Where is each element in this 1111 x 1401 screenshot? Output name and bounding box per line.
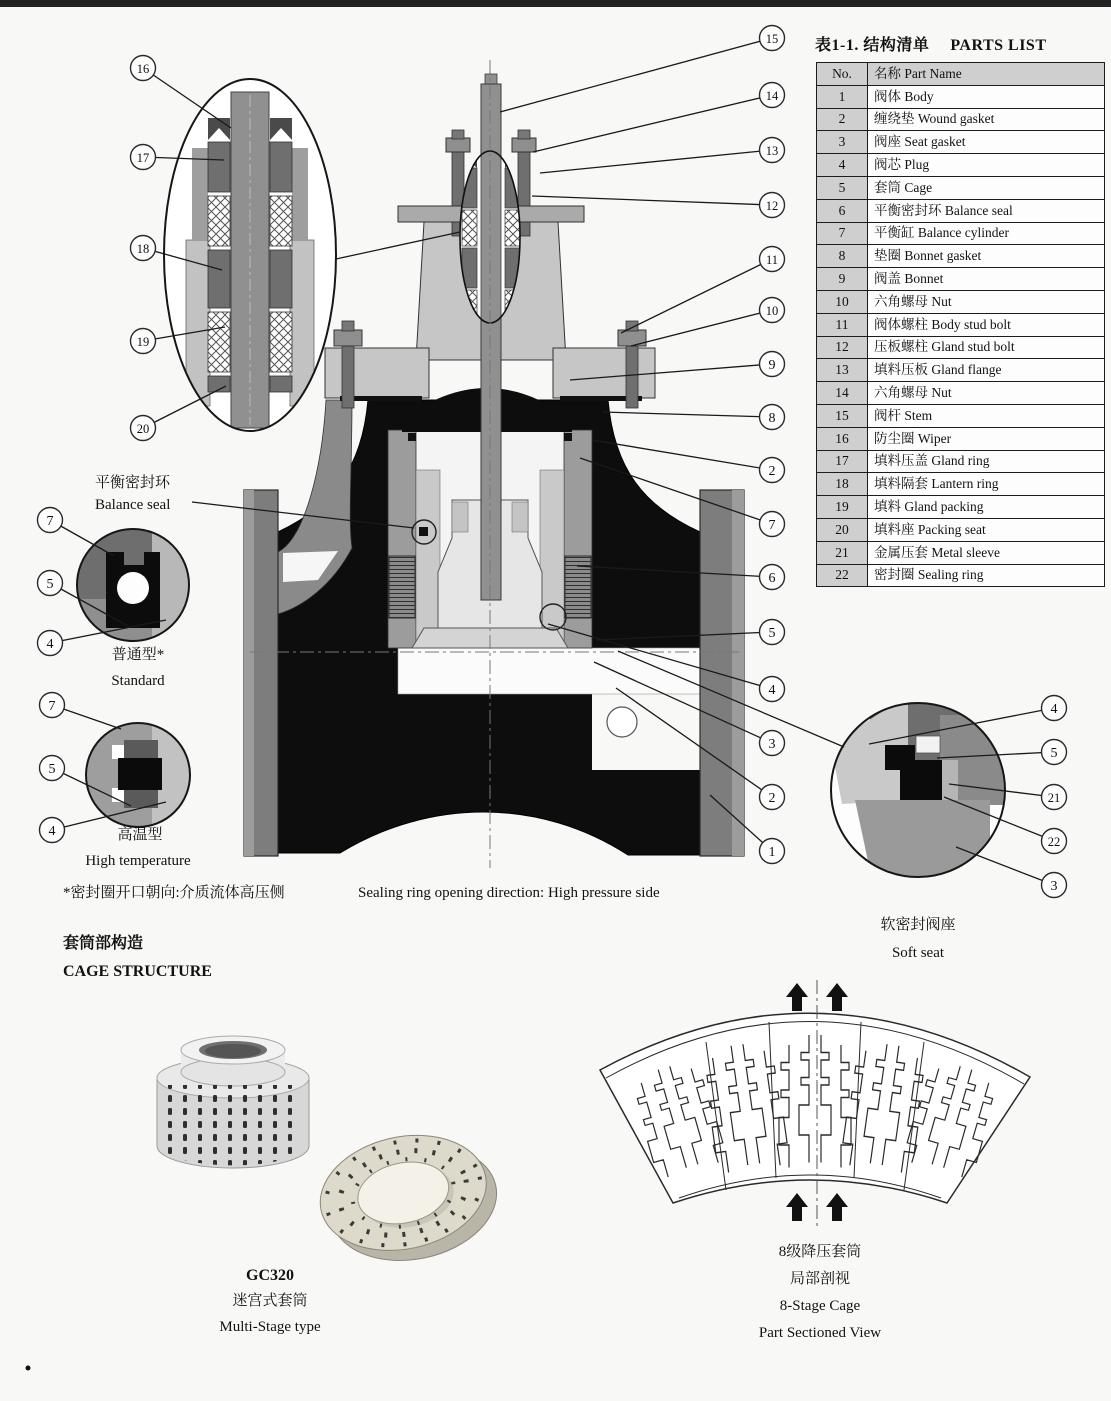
multistage-cage-3d: [157, 1036, 309, 1168]
part-no: 20: [817, 518, 868, 541]
parts-row: [817, 473, 1105, 496]
part-no: 12: [817, 336, 868, 359]
callout-6: [760, 565, 785, 590]
parts-row: [817, 427, 1105, 450]
callout-2: [760, 458, 785, 483]
part-name: 平衡缸 Balance cylinder: [868, 222, 1105, 245]
parts-row: [817, 450, 1105, 473]
soft-seat-detail: [831, 700, 1010, 880]
callout-16: [131, 56, 156, 81]
part-no: 15: [817, 404, 868, 427]
svg-text:6: 6: [768, 570, 776, 586]
soft-seat-label-zh: 软密封阀座: [880, 917, 956, 933]
part-name: 六角螺母 Nut: [868, 290, 1105, 313]
part-no: 6: [817, 199, 868, 222]
part-name: 阀盖 Bonnet: [868, 268, 1105, 291]
eight-stage-label-en1: 8-Stage Cage: [779, 1298, 861, 1314]
part-name: 阀杆 Stem: [868, 404, 1105, 427]
callout-1: [760, 839, 785, 864]
part-name: 套筒 Cage: [868, 176, 1105, 199]
part-name: 防尘圈 Wiper: [868, 427, 1105, 450]
parts-row: [817, 313, 1105, 336]
part-name: 压板螺柱 Gland stud bolt: [868, 336, 1105, 359]
parts-row: [817, 290, 1105, 313]
svg-text:21: 21: [1047, 790, 1061, 805]
leader-line: [956, 847, 1054, 885]
outlet-flange: [700, 490, 744, 856]
eight-stage-sector: [600, 980, 1030, 1228]
svg-text:5: 5: [46, 576, 54, 592]
part-no: No.: [817, 63, 868, 86]
svg-text:8: 8: [768, 410, 776, 426]
svg-text:20: 20: [136, 421, 150, 436]
svg-text:14: 14: [765, 88, 779, 103]
part-no: 16: [817, 427, 868, 450]
labyrinth-ring-3d: [309, 1119, 507, 1277]
multistage-label-zh: 迷宫式套筒: [232, 1293, 308, 1309]
callout-12: [760, 193, 785, 218]
parts-list-table-wrap: [816, 62, 1105, 587]
part-no: 9: [817, 268, 868, 291]
part-name: 填料座 Packing seat: [868, 518, 1105, 541]
part-name: 阀芯 Plug: [868, 154, 1105, 177]
svg-text:5: 5: [768, 625, 776, 641]
svg-text:7: 7: [48, 698, 56, 714]
svg-text:15: 15: [765, 31, 779, 46]
svg-text:19: 19: [136, 334, 150, 349]
balance-seal-label-zh: 平衡密封环: [95, 475, 171, 491]
part-name: 垫圈 Bonnet gasket: [868, 245, 1105, 268]
callout-9: [760, 352, 785, 377]
callout-5: [1042, 740, 1067, 765]
leader-line: [602, 412, 772, 417]
part-no: 19: [817, 496, 868, 519]
parts-list-title: 表1-1. 结构清单 PARTS LIST: [815, 37, 1047, 54]
parts-row: [817, 108, 1105, 131]
leader-line: [621, 259, 772, 333]
svg-text:4: 4: [46, 636, 54, 652]
multistage-label-en: Multi-Stage type: [219, 1319, 321, 1335]
parts-row: [817, 359, 1105, 382]
svg-text:3: 3: [768, 736, 776, 752]
part-name: 六角螺母 Nut: [868, 382, 1105, 405]
seal-note-zh: *密封圈开口朝向:介质流体高压侧: [63, 885, 285, 901]
callout-4: [760, 677, 785, 702]
part-no: 1: [817, 85, 868, 108]
balance-seal-label-en: Balance seal: [95, 497, 171, 513]
eight-stage-label-zh1: 8级降压套筒: [778, 1244, 862, 1260]
svg-text:16: 16: [136, 61, 150, 76]
parts-row: [817, 496, 1105, 519]
high-temp-label-en: High temperature: [85, 853, 191, 869]
callout-2: [760, 785, 785, 810]
part-no: 3: [817, 131, 868, 154]
callout-11: [760, 247, 785, 272]
callout-13: [760, 138, 785, 163]
leader-line: [500, 38, 772, 112]
svg-text:7: 7: [46, 513, 54, 529]
cage-structure-label-en: CAGE STRUCTURE: [63, 963, 212, 980]
svg-text:4: 4: [768, 682, 776, 698]
seal-note-en: Sealing ring opening direction: High pressure side: [358, 885, 660, 901]
part-name: 填料压板 Gland flange: [868, 359, 1105, 382]
gc320-label: GC320: [246, 1267, 294, 1284]
part-no: 8: [817, 245, 868, 268]
parts-header-row: [817, 63, 1105, 86]
flange-bolt-hole: [607, 707, 637, 737]
inlet-flange: [244, 490, 278, 856]
parts-row: [817, 131, 1105, 154]
part-name: 名称 Part Name: [868, 63, 1105, 86]
part-name: 阀体 Body: [868, 85, 1105, 108]
part-name: 缠绕垫 Wound gasket: [868, 108, 1105, 131]
callout-5: [38, 571, 63, 596]
part-name: 阀体螺柱 Body stud bolt: [868, 313, 1105, 336]
part-name: 填料隔套 Lantern ring: [868, 473, 1105, 496]
callout-7: [38, 508, 63, 533]
callout-3: [760, 731, 785, 756]
callout-4: [1042, 696, 1067, 721]
callout-7: [40, 693, 65, 718]
leader-line: [540, 150, 772, 173]
callout-7: [760, 512, 785, 537]
part-no: 18: [817, 473, 868, 496]
packing-detail-ellipse: [164, 79, 336, 431]
part-name: 填料 Gland packing: [868, 496, 1105, 519]
part-name: 密封圈 Sealing ring: [868, 564, 1105, 587]
soft-seat-label-en: Soft seat: [891, 945, 945, 961]
part-no: 2: [817, 108, 868, 131]
parts-row: [817, 154, 1105, 177]
svg-text:4: 4: [48, 823, 56, 839]
parts-row: [817, 404, 1105, 427]
svg-text:5: 5: [48, 761, 56, 777]
callout-5: [760, 620, 785, 645]
part-name: 阀座 Seat gasket: [868, 131, 1105, 154]
part-no: 10: [817, 290, 868, 313]
svg-text:10: 10: [765, 303, 779, 318]
svg-text:11: 11: [765, 252, 779, 267]
callout-5: [40, 756, 65, 781]
part-no: 17: [817, 450, 868, 473]
callout-19: [131, 329, 156, 354]
part-no: 7: [817, 222, 868, 245]
parts-row: [817, 564, 1105, 587]
svg-text:17: 17: [136, 150, 150, 165]
callout-14: [760, 83, 785, 108]
leader-line: [532, 196, 772, 205]
svg-text:18: 18: [136, 241, 150, 256]
part-no: 5: [817, 176, 868, 199]
callout-3: [1042, 873, 1067, 898]
svg-text:12: 12: [765, 198, 779, 213]
part-no: 13: [817, 359, 868, 382]
high-temp-seal-detail: [86, 723, 192, 827]
svg-text:2: 2: [768, 463, 776, 479]
part-no: 14: [817, 382, 868, 405]
callout-20: [131, 416, 156, 441]
parts-row: [817, 518, 1105, 541]
parts-row: [817, 541, 1105, 564]
parts-row: [817, 382, 1105, 405]
part-name: 填料压盖 Gland ring: [868, 450, 1105, 473]
standard-label-en: Standard: [111, 673, 165, 689]
parts-row: [817, 199, 1105, 222]
callout-18: [131, 236, 156, 261]
high-temp-label-zh: 高温型: [117, 827, 163, 843]
cage-structure-label-zh: 套筒部构造: [63, 935, 144, 952]
parts-row: [817, 85, 1105, 108]
leader-line: [631, 310, 772, 346]
callout-22: [1042, 829, 1067, 854]
parts-row: [817, 245, 1105, 268]
eight-stage-label-en2: Part Sectioned View: [758, 1325, 882, 1341]
callout-21: [1042, 785, 1067, 810]
part-no: 4: [817, 154, 868, 177]
leader-line: [533, 95, 772, 152]
parts-row: [817, 222, 1105, 245]
part-no: 22: [817, 564, 868, 587]
part-name: 平衡密封环 Balance seal: [868, 199, 1105, 222]
svg-text:4: 4: [1050, 701, 1058, 717]
parts-row: [817, 336, 1105, 359]
svg-text:13: 13: [765, 143, 779, 158]
svg-text:7: 7: [768, 517, 776, 533]
parts-list-table: [816, 62, 1105, 587]
parts-row: [817, 176, 1105, 199]
callout-8: [760, 405, 785, 430]
svg-text:5: 5: [1050, 745, 1058, 761]
parts-row: [817, 268, 1105, 291]
standard-label-zh: 普通型*: [111, 647, 165, 663]
svg-text:22: 22: [1047, 834, 1061, 849]
flow-arrow: [786, 983, 808, 1011]
svg-text:9: 9: [768, 357, 776, 373]
svg-text:2: 2: [768, 790, 776, 806]
callout-17: [131, 145, 156, 170]
eight-stage-label-zh2: 局部剖视: [789, 1271, 850, 1287]
callout-10: [760, 298, 785, 323]
part-name: 金属压套 Metal sleeve: [868, 541, 1105, 564]
callout-15: [760, 26, 785, 51]
svg-text:3: 3: [1050, 878, 1058, 894]
svg-text:1: 1: [768, 844, 776, 860]
part-no: 11: [817, 313, 868, 336]
part-no: 21: [817, 541, 868, 564]
